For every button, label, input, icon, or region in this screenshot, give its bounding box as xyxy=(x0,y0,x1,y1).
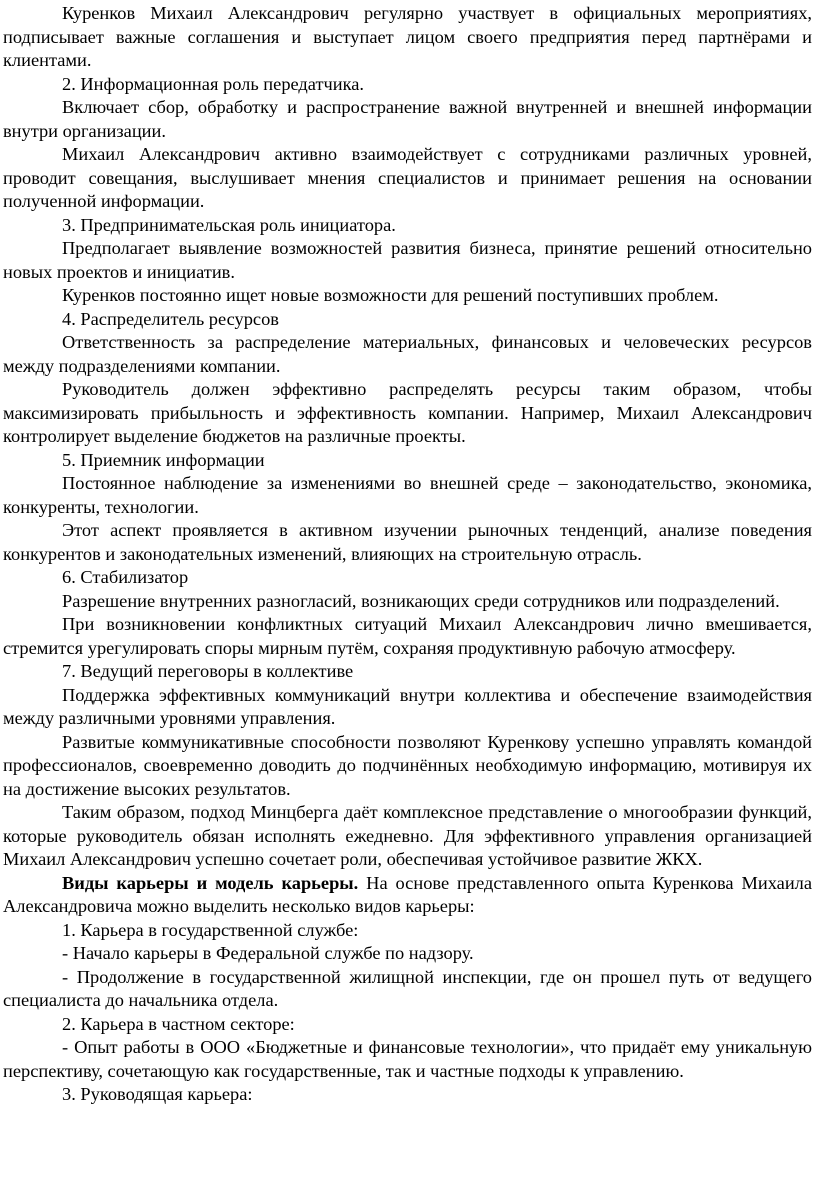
heading-career-management: 3. Руководящая карьера: xyxy=(62,1084,253,1104)
paragraph-transmitter-example: Михаил Александрович активно взаимодействует с сотрудниками различных уровней, проводит совещания, выслушивает мнения специалистов и принимает решения на основании полученной информации. xyxy=(3,144,812,211)
heading-role-stabilizer: 6. Стабилизатор xyxy=(62,567,189,587)
heading-role-transmitter: 2. Информационная роль передатчика. xyxy=(62,73,365,94)
heading-role-entrepreneur: 3. Предпринимательская роль инициатора. xyxy=(62,214,396,235)
paragraph-mintzberg-conclusion: Таким образом, подход Минцберга даёт комплексное представление о многообразии функций, которые руководитель обязан исполнять ежедневно. Для эффективного управления организацией Михаил Александрович успешно сочетает роли, обеспечивая устойчивое развитие ЖКХ. xyxy=(3,802,812,869)
heading-career-private-sector: 2. Карьера в частном секторе: xyxy=(62,1013,295,1034)
paragraph-transmitter-definition: Включает сбор, обработку и распространение важной внутренней и внешней информации внутри организации. xyxy=(3,97,812,141)
career-section-heading: Виды карьеры и модель карьеры. xyxy=(62,872,359,893)
paragraph-monitor-example: Этот аспект проявляется в активном изучении рыночных тенденций, анализе поведения конкурентов и законодательных изменений, влияющих на строительную отрасль. xyxy=(3,520,812,564)
paragraph-negotiator-example: Развитые коммуникативные способности позволяют Куренкову успешно управлять командой профессионалов, своевременно доводить до подчинённых необходимую информацию, мотивируя их на достижение высоких результатов. xyxy=(3,731,812,799)
paragraph-resource-allocator-example: Руководитель должен эффективно распределять ресурсы таким образом, чтобы максимизировать прибыльность и эффективность компании. Например, Михаил Александрович контролирует выделение бюджетов на различные проекты. xyxy=(3,379,812,446)
heading-career-public-service: 1. Карьера в государственной службе: xyxy=(62,919,359,940)
list-item-career-continuation: - Продолжение в государственной жилищной инспекции, где он прошел путь от ведущего специалиста до начальника отдела. xyxy=(3,966,812,1010)
list-item-private-experience: - Опыт работы в ООО «Бюджетные и финансовые технологии», что придаёт ему уникальную перспективу, сочетающую как государственные, так и частные подходы к управлению. xyxy=(3,1037,812,1081)
paragraph-monitor-definition: Постоянное наблюдение за изменениями во внешней среде – законодательство, экономика, конкуренты, технологии. xyxy=(3,473,812,517)
heading-role-negotiator: 7. Ведущий переговоры в коллективе xyxy=(62,661,354,681)
heading-role-monitor: 5. Приемник информации xyxy=(62,449,265,470)
paragraph-stabilizer-definition: Разрешение внутренних разногласий, возникающих среди сотрудников или подразделений. xyxy=(62,590,780,611)
career-section-intro: На основе представленного опыта Куренкова Михаила Александровича можно выделить несколько видов карьеры: xyxy=(3,872,812,916)
paragraph-career-intro xyxy=(3,872,812,919)
paragraph-resource-allocator-definition: Ответственность за распределение материальных, финансовых и человеческих ресурсов между подразделениями компании. xyxy=(3,332,812,376)
paragraph-entrepreneur-definition: Предполагает выявление возможностей развития бизнеса, принятие решений относительно новых проектов и инициатив. xyxy=(3,238,812,282)
heading-role-resource-allocator: 4. Распределитель ресурсов xyxy=(62,308,279,329)
paragraph-negotiator-definition: Поддержка эффективных коммуникаций внутри коллектива и обеспечение взаимодействия между различными уровнями управления. xyxy=(3,684,812,728)
list-item-career-start: - Начало карьеры в Федеральной службе по надзору. xyxy=(62,943,474,963)
paragraph-entrepreneur-example: Куренков постоянно ищет новые возможности для решений поступивших проблем. xyxy=(62,285,719,305)
paragraph-stabilizer-example: При возникновении конфликтных ситуаций Михаил Александрович лично вмешивается, стремится урегулировать споры мирным путём, сохраняя продуктивную рабочую атмосферу. xyxy=(3,614,812,658)
paragraph-representative-role: Куренков Михаил Александрович регулярно участвует в официальных мероприятиях, подписывает важные соглашения и выступает лицом своего предприятия перед партнёрами и клиентами. xyxy=(3,3,812,70)
